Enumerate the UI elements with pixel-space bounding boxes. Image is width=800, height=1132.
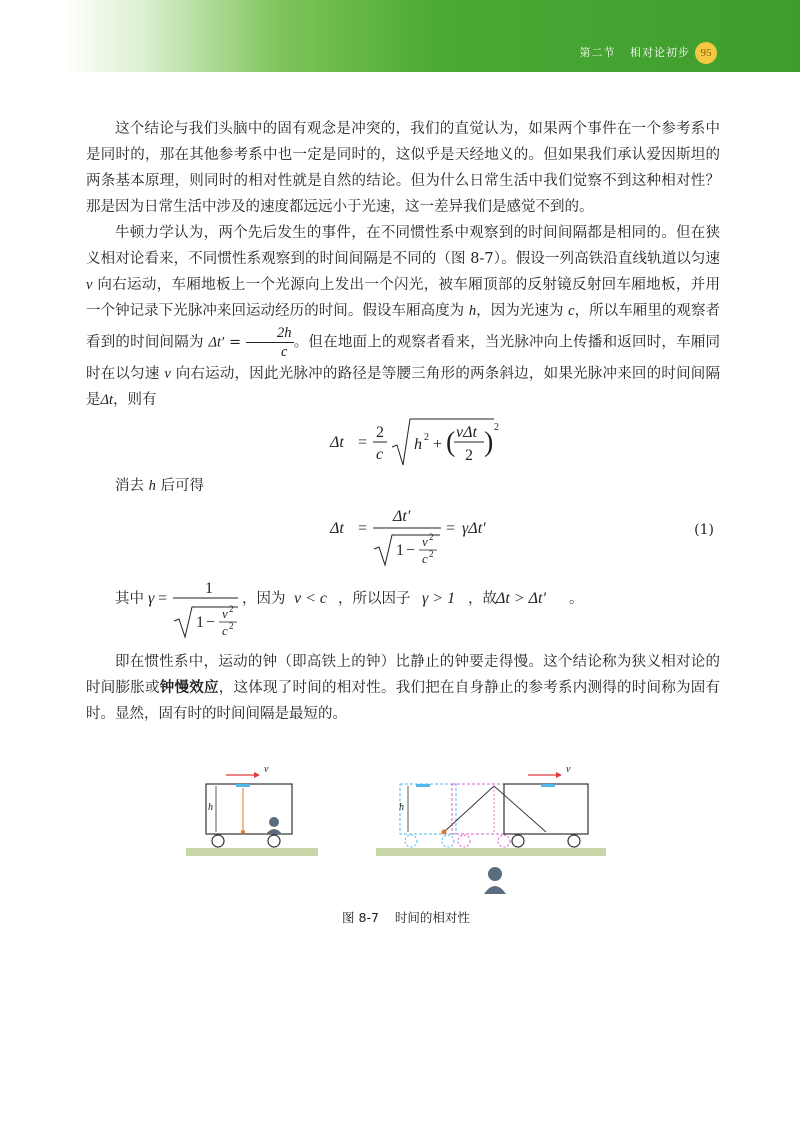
eq1-vdt: vΔt — [456, 424, 477, 441]
svg-text:1: 1 — [205, 580, 213, 597]
mirror-right — [541, 784, 555, 787]
wheel-right-1 — [512, 835, 524, 847]
term-clock-slowing: 钟慢效应 — [159, 679, 219, 696]
svg-text:=: = — [358, 434, 368, 451]
wheel-left-2 — [268, 835, 280, 847]
svg-text:，因为: ，因为 — [242, 591, 286, 607]
light-source-right — [442, 830, 447, 835]
paragraph-1: 这个结论与我们头脑中的固有观念是冲突的，我们的直觉认为，如果两个事件在一个参考系中是同时的，那在其他参考系中也一定是同时的，这似乎是天经地义的。但如果我们承认爱因斯坦的两条基本原理，则同时的相对性就是自然的结论。但为什么日常生活中我们觉察不到这种相对性？那是因为日常生活中涉及的速度都远远小于光速，这一差异我们是感觉不到的。 — [86, 121, 720, 215]
eq2-num: Δt′ — [393, 508, 411, 525]
equation-1 — [86, 499, 720, 569]
running-header — [570, 44, 691, 60]
svg-text:+: + — [433, 436, 443, 453]
train-car-right — [504, 784, 588, 834]
caption-number: 图 8-7 — [342, 910, 379, 925]
svg-text:=: = — [358, 520, 368, 537]
figure-8-7 — [186, 762, 606, 902]
svg-text:v: v — [422, 534, 428, 549]
paragraph-5: 即在惯性系中，运动的钟（即高铁上的钟）比静止的钟要走得慢。这个结论称为狭义相对论的时间膨胀或钟慢效应，这体现了时间的相对性。我们把在自身静止的参考系内测得的时间称为固有时。显然，固有时的时间间隔是最短的。 — [86, 654, 720, 722]
eq2-rhs: γΔt′ — [462, 520, 486, 537]
svg-text:2: 2 — [429, 549, 434, 559]
svg-text:2: 2 — [429, 532, 434, 542]
caption-text: 时间的相对性 — [394, 910, 470, 925]
svg-text:c: c — [222, 623, 228, 638]
wheel-right-2 — [568, 835, 580, 847]
paragraph-2: 牛顿力学认为，两个先后发生的事件，在不同惯性系中观察到的时间间隔都是相同的。但在狭义相对论看来，不同惯性系观察到的时间间隔是不同的（图 8-7）。假设一列高铁沿直线轨道以匀速 v 向右运动，车厢地板上一个光源向上发出一个闪光，被车厢顶部的反射镜反射回车厢地板，并用一个钟记录下光脉冲来回运动经历的时间。假设车厢高度为 h，因为光速为 c，所以车厢里的观察者看到的时间间隔为 Δt′ = $\frac{2h}{c}$ 。但在地面上的观察者看来，当光脉冲向上传播和返回时，车厢同时在以匀速 v 向右运动，因此光脉冲的路径是等腰三角形的两条斜边，如果光脉冲来回的时间间隔是Δt，则有 — [86, 225, 721, 408]
header-section: 第二节 — [579, 46, 616, 59]
page-number: 95 — [695, 42, 717, 64]
svg-text:(: ( — [446, 427, 456, 458]
gamma-definition-svg — [86, 569, 720, 641]
paragraph-4 — [86, 569, 720, 641]
label-v-right: v — [566, 764, 571, 775]
eq1-lhs: Δt — [330, 434, 344, 451]
svg-text:Δt > Δt′: Δt > Δt′ — [496, 590, 546, 607]
main-content — [86, 116, 720, 727]
ground-right — [376, 848, 606, 856]
header-bar — [0, 0, 800, 72]
eq1-c: c — [376, 446, 384, 463]
equation-dt-geometry — [86, 413, 720, 471]
ground-left — [186, 848, 318, 856]
train-car-left — [206, 784, 292, 834]
svg-text:2: 2 — [494, 422, 499, 433]
paragraph-3: 消去 h 后可得 — [115, 478, 204, 494]
ground-observer — [488, 867, 502, 881]
svg-text:2: 2 — [424, 432, 429, 443]
svg-text:): ) — [484, 427, 494, 458]
fraction-2h-over-c: $\frac{2h}{c}$ — [246, 324, 294, 361]
svg-text:2: 2 — [229, 604, 234, 614]
eq1-two-den: 2 — [465, 447, 473, 464]
figure-caption — [0, 908, 800, 926]
light-source-left — [241, 830, 245, 834]
label-h-left: h — [208, 802, 213, 813]
figure-train-diagram — [186, 762, 606, 902]
svg-text:v < c: v < c — [294, 590, 327, 607]
svg-text:γ > 1: γ > 1 — [422, 590, 456, 607]
equation-number: (1) — [694, 522, 714, 538]
observer-in-train — [269, 817, 279, 827]
wheel-left-1 — [212, 835, 224, 847]
label-h-right: h — [399, 802, 404, 813]
svg-text:=: = — [446, 520, 456, 537]
eq1-two: 2 — [376, 424, 384, 441]
equation-1-svg — [86, 499, 720, 569]
svg-text:，所以因子: ，所以因子 — [338, 591, 411, 607]
svg-text:1: 1 — [196, 614, 204, 631]
svg-text:，故: ，故 — [468, 591, 497, 607]
svg-text:=: = — [158, 590, 168, 607]
header-title: 相对论初步 — [630, 46, 690, 59]
eq1-h: h — [414, 436, 422, 453]
svg-text:2: 2 — [229, 621, 234, 631]
svg-text:Δt: Δt — [330, 520, 344, 537]
svg-text:其中: 其中 — [115, 591, 144, 607]
svg-text:c: c — [422, 551, 428, 566]
svg-text:γ: γ — [148, 590, 155, 607]
equation-dt-svg — [86, 413, 720, 471]
svg-text:1: 1 — [396, 542, 404, 559]
svg-text:−: − — [206, 614, 216, 631]
svg-text:。: 。 — [569, 591, 584, 607]
mirror-left — [236, 784, 250, 787]
svg-text:v: v — [222, 606, 228, 621]
label-v-left: v — [264, 764, 269, 775]
svg-text:−: − — [406, 542, 416, 559]
